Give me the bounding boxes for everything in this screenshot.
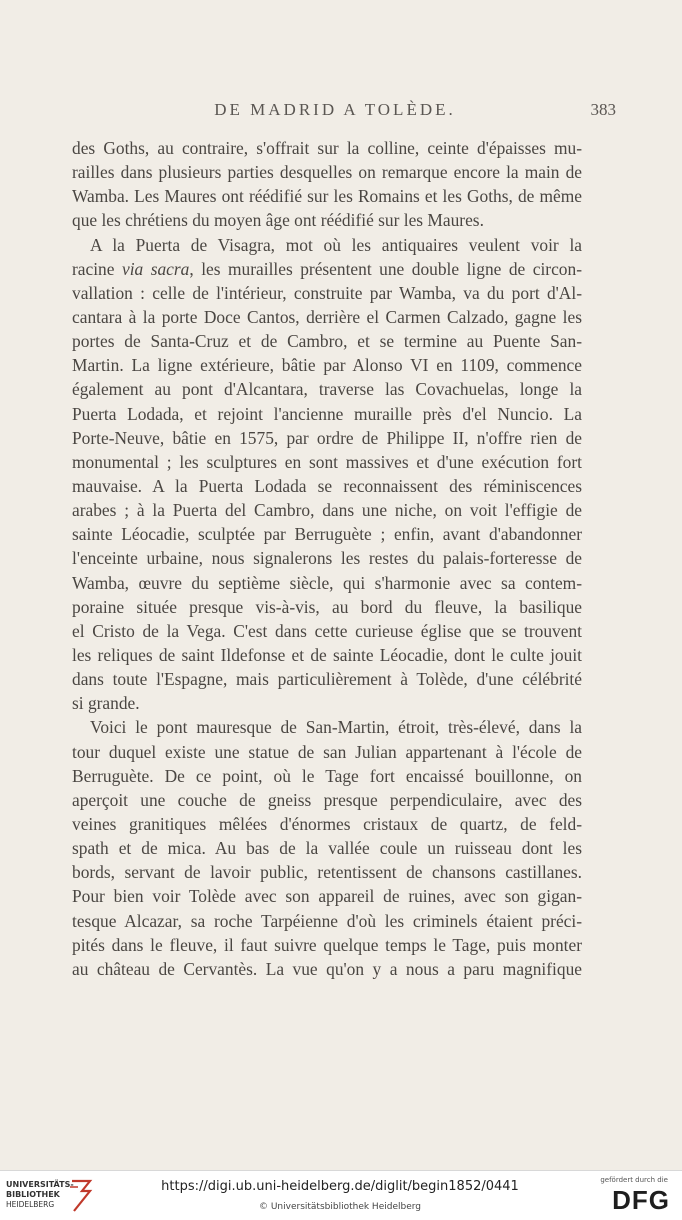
text-line: bords, servant de lavoir public, retentissent de chansons castillanes. xyxy=(72,862,582,883)
text-line: arabes ; à la Puerta del Cambro, dans une niche, on voit l'effigie de xyxy=(72,500,582,521)
running-head xyxy=(70,100,616,126)
library-name-line1: UNIVERSITÄTS- xyxy=(6,1180,74,1189)
text-line: dans toute l'Espagne, mais particulièrement à Tolède, d'une célébrité xyxy=(72,669,582,690)
text-line: au château de Cervantès. La vue qu'on y a nous a paru magnifique xyxy=(72,958,582,979)
text-line-via-sacra xyxy=(72,257,582,281)
text-line: Puerta Lodada, et rejoint l'ancienne muraille près d'el Nuncio. La xyxy=(72,403,582,424)
text-line: pités dans le fleuve, il faut suivre quelque temps le Tage, puis monter xyxy=(72,934,582,955)
library-logo[interactable] xyxy=(6,1180,74,1210)
text-line: mauvaise. A la Puerta Lodada se reconnaissent des réminiscences xyxy=(72,475,582,496)
text-line: sainte Léocadie, sculptée par Berruguète ; enfin, avant d'abandonner xyxy=(72,524,582,545)
text-line: cantara à la porte Doce Cantos, derrière el Carmen Calzado, gagne les xyxy=(72,306,582,327)
text-segment: racine xyxy=(72,258,122,279)
text-line: railles dans plusieurs parties desquelles on remarque encore la main de xyxy=(72,162,582,183)
text-line: si grande. xyxy=(72,693,140,714)
text-line: Porte-Neuve, bâtie en 1575, par ordre de Philippe II, n'offre rien de xyxy=(72,427,582,448)
text-line: Martin. La ligne extérieure, bâtie par Alonso VI en 1109, commence xyxy=(72,355,582,376)
text-line: Pour bien voir Tolède avec son appareil de ruines, avec son gigan- xyxy=(72,886,582,907)
viewer-footer xyxy=(0,1170,682,1220)
library-name-line2: BIBLIOTHEK xyxy=(6,1190,60,1199)
text-line: Wamba. Les Maures ont réédifié sur les Romains et les Goths, de même xyxy=(72,186,582,207)
text-line: Voici le pont mauresque de San-Martin, étroit, très-élevé, dans la xyxy=(90,717,582,738)
text-line: monumental ; les sculptures en sont massives et d'une exécution fort xyxy=(72,451,582,472)
italic-via-sacra: via sacra xyxy=(121,258,190,279)
text-line: les reliques de saint Ildefonse et de sainte Léocadie, dont le culte jouit xyxy=(72,644,582,665)
text-line: poraine située presque vis-à-vis, au bord du fleuve, la basilique xyxy=(72,596,582,617)
running-title: DE MADRID A TOLÈDE. xyxy=(214,100,456,119)
text-segment: , les murailles présentent une double ligne de circon- xyxy=(189,258,582,279)
text-line: tesque Alcazar, sa roche Tarpéienne d'où les criminels étaient préci- xyxy=(72,910,582,931)
library-name-line3: HEIDELBERG xyxy=(6,1200,55,1209)
text-line: vallation : celle de l'intérieur, construite par Wamba, va du port d'Al- xyxy=(72,282,582,303)
permalink-url[interactable]: https://digi.ub.uni-heidelberg.de/diglit/begin1852/0441 xyxy=(161,1179,519,1194)
funded-by-label: gefördert durch die xyxy=(600,1176,668,1184)
text-line: spath et de mica. Au bas de la vallée coule un ruisseau dont les xyxy=(72,838,582,859)
text-line: portes de Santa-Cruz et de Cambro, et se termine au Puente San- xyxy=(72,331,582,352)
page-number: 383 xyxy=(590,100,616,119)
text-line: A la Puerta de Visagra, mot où les antiquaires veulent voir la xyxy=(90,234,582,255)
body-text xyxy=(72,136,582,981)
dfg-logo[interactable]: DFG xyxy=(612,1185,670,1215)
text-line: el Cristo de la Vega. C'est dans cette curieuse église que se trouvent xyxy=(72,620,582,641)
text-line: également au pont d'Alcantara, traverse las Covachuelas, longe la xyxy=(72,379,582,400)
library-emblem-icon xyxy=(68,1177,94,1213)
text-line: l'enceinte urbaine, nous signalerons les restes du palais-forteresse de xyxy=(72,548,582,569)
copyright-notice: © Universitätsbibliothek Heidelberg xyxy=(258,1202,421,1212)
text-line: veines granitiques mêlées d'énormes cristaux de quartz, de feld- xyxy=(72,813,582,834)
text-line: Wamba, œuvre du septième siècle, qui s'harmonie avec sa contem- xyxy=(72,572,582,593)
text-line: tour duquel existe une statue de san Julian appartenant à l'école de xyxy=(72,741,582,762)
text-line: Berruguète. De ce point, où le Tage fort encaissé bouillonne, on xyxy=(72,765,582,786)
text-line: que les chrétiens du moyen âge ont réédifié sur les Maures. xyxy=(72,210,484,231)
text-line: des Goths, au contraire, s'offrait sur la colline, ceinte d'épaisses mu- xyxy=(72,138,582,158)
text-line: aperçoit une couche de gneiss presque perpendiculaire, avec des xyxy=(72,789,582,810)
